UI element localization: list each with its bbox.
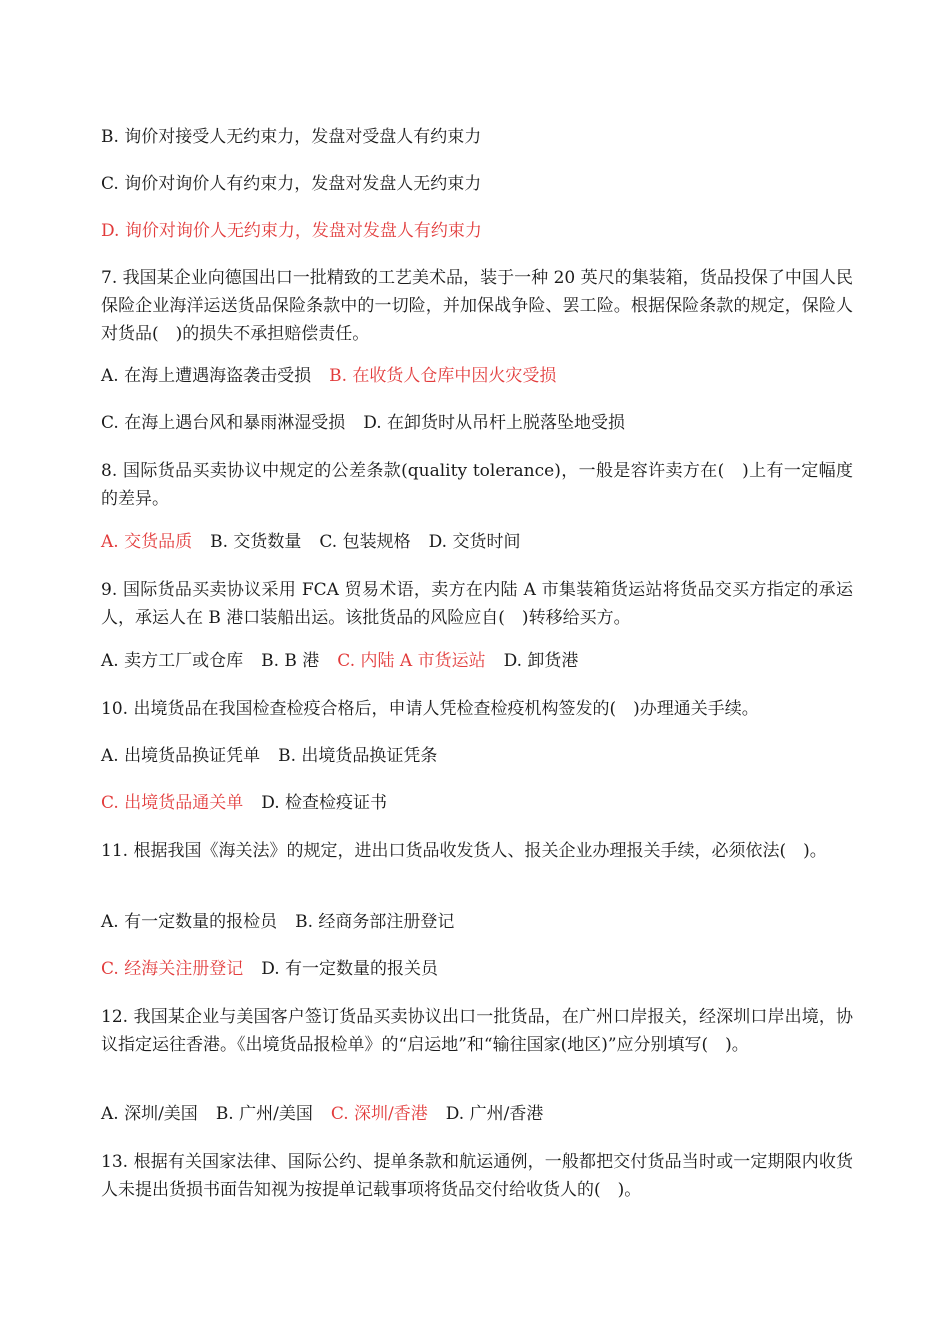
option-d: D. 交货时间 (428, 532, 521, 552)
answer-option-a: A. 交货品质 (101, 532, 193, 552)
option-b: B. B 港 (261, 651, 320, 671)
option-d: D. 卸货港 (503, 651, 579, 671)
question-13-stem: 13. 根据有关国家法律、国际公约、提单条款和航运通例，一般都把交付货品当时或一定期限内收货人未提出货损书面告知视为按提单记载事项将货品交付给收货人的( )。 (101, 1152, 854, 1200)
question-8-stem: 8. 国际货品买卖协议中规定的公差条款(quality tolerance)，一般是容许卖方在( )上有一定幅度的差异。 (101, 461, 853, 509)
question-7-options-row-1 (101, 362, 853, 390)
answer-line: D. 询价对询价人无约束力，发盘对发盘人有约束力 (101, 221, 482, 241)
question-9-stem: 9. 国际货品买卖协议采用 FCA 贸易术语，卖方在内陆 A 市集装箱货运站将货品交买方指定的承运人，承运人在 B 港口装船出运。该批货品的风险应自( )转移给买方。 (101, 580, 853, 628)
option-c: C. 在海上遇台风和暴雨淋湿受损 (101, 413, 346, 433)
question-8-options (101, 528, 853, 556)
option-b: B. 广州/美国 (215, 1104, 313, 1124)
question-12-options (101, 1100, 853, 1128)
question-10-options-row-2 (101, 789, 853, 817)
question-7-options-row-2 (101, 409, 853, 437)
option-a: A. 卖方工厂或仓库 (101, 651, 244, 671)
option-a: A. 出境货品换证凭单 (101, 746, 261, 766)
question-10-options-row-1 (101, 742, 853, 770)
answer-option-c: C. 经海关注册登记 (101, 959, 244, 979)
question-11-stem: 11. 根据我国《海关法》的规定，进出口货品收发货人、报关企业办理报关手续，必须依法( )。 (101, 841, 827, 861)
option-b: B. 交货数量 (210, 532, 302, 552)
option-a: A. 深圳/美国 (101, 1104, 198, 1124)
option-a: A. 有一定数量的报检员 (101, 912, 278, 932)
option-line: C. 询价对询价人有约束力，发盘对发盘人无约束力 (101, 174, 482, 194)
question-10-stem: 10. 出境货品在我国检查检疫合格后，申请人凭检查检疫机构签发的( )办理通关手续。 (101, 699, 759, 719)
question-11-options-row-1 (101, 908, 853, 936)
answer-option-c: C. 出境货品通关单 (101, 793, 244, 813)
answer-option-c: C. 深圳/香港 (330, 1104, 428, 1124)
option-c: C. 包装规格 (319, 532, 411, 552)
option-b: B. 出境货品换证凭条 (278, 746, 438, 766)
question-7-stem: 7. 我国某企业向德国出口一批精致的工艺美术品，装于一种 20 英尺的集装箱，货品投保了中国人民保险企业海洋运送货品保险条款中的一切险，并加保战争险、罢工险。根据保险条款的规定，保险人对货品( )的损失不承担赔偿责任。 (101, 268, 853, 344)
option-a: A. 在海上遭遇海盗袭击受损 (101, 366, 312, 386)
question-9-options (101, 647, 853, 675)
question-12-stem: 12. 我国某企业与美国客户签订货品买卖协议出口一批货品，在广州口岸报关，经深圳口岸出境，协议指定运往香港。《出境货品报检单》的“启运地”和“输往国家(地区)”应分别填写( )。 (101, 1007, 854, 1055)
option-line: B. 询价对接受人无约束力，发盘对受盘人有约束力 (101, 127, 482, 147)
option-d: D. 检查检疫证书 (261, 793, 388, 813)
question-11-options-row-2 (101, 955, 853, 983)
answer-option-c: C. 内陆 A 市货运站 (337, 651, 486, 671)
option-d: D. 有一定数量的报关员 (261, 959, 439, 979)
option-d: D. 在卸货时从吊杆上脱落坠地受损 (363, 413, 626, 433)
answer-option-b: B. 在收货人仓库中因火灾受损 (329, 366, 557, 386)
option-d: D. 广州/香港 (445, 1104, 544, 1124)
option-b: B. 经商务部注册登记 (295, 912, 455, 932)
